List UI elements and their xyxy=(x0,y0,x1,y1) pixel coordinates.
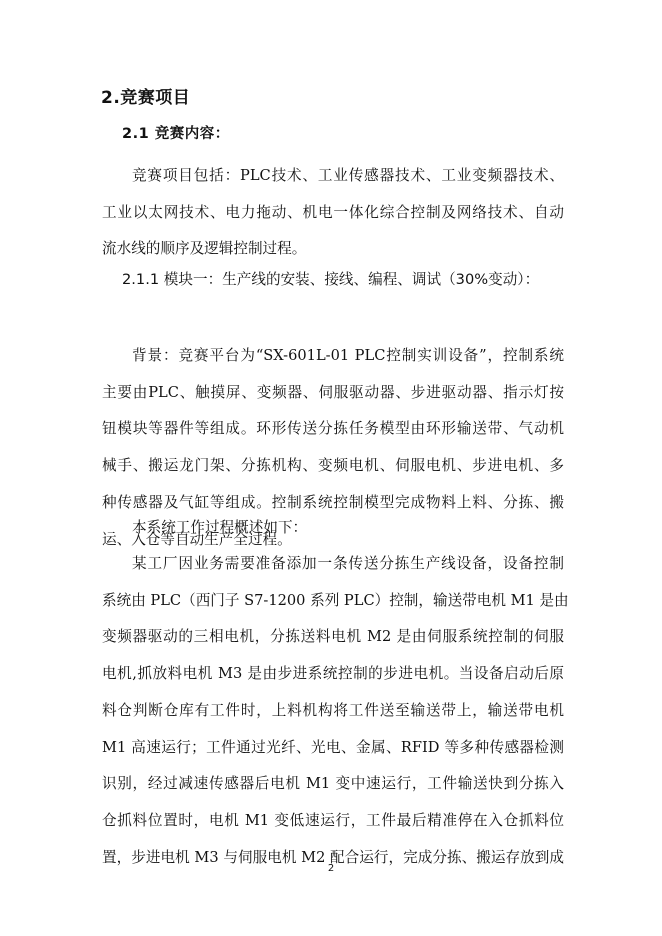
module-suffix: 变动）： xyxy=(488,271,540,288)
paragraph-line: 钮模块等器件等组成。环形传送分拣任务模型由环形输送带、气动机 xyxy=(102,420,564,438)
paragraph-line: 主要由PLC、触摸屏、变频器、伺服驱动器、步进驱动器、指示灯按 xyxy=(102,383,564,401)
paragraph-line: 背景：竞赛平台为“SX-601L-01 PLC控制实训设备”，控制系统 xyxy=(132,347,564,364)
paragraph-line: 电机,抓放料电机 M3 是由步进系统控制的步进电机。当设备启动后原 xyxy=(102,665,564,683)
paragraph-line: 流水线的顺序及逻辑控制过程。 xyxy=(102,240,307,258)
paragraph-line: 械手、搬运龙门架、分拣机构、变频电机、伺服电机、步进电机、多 xyxy=(102,457,564,475)
paragraph-overview-intro xyxy=(102,510,564,547)
paragraph-line: 运、入仓等自动生产全过程。 xyxy=(102,530,292,548)
section-heading: 2.竞赛项目 xyxy=(101,88,191,108)
paragraph-process-description xyxy=(102,546,569,876)
paragraph-competition-items xyxy=(102,158,564,268)
paragraph-line: 本系统工作过程概述如下： xyxy=(132,519,308,536)
paragraph-line: 某工厂因业务需要准备添加一条传送分拣生产线设备，设备控制 xyxy=(132,555,564,572)
module-percent: 30% xyxy=(455,271,489,288)
paragraph-line: 竞赛项目包括：PLC技术、工业传感器技术、工业变频器技术、 xyxy=(132,167,564,184)
paragraph-line: 工业以太网技术、电力拖动、机电一体化综合控制及网络技术、自动 xyxy=(102,203,564,221)
paragraph-line: 仓抓料位置时，电机 M1 变低速运行，工件最后精准停在入仓抓料位 xyxy=(102,811,564,829)
paragraph-line: 置，步进电机 M3 与伺服电机 M2 配合运行，完成分拣、搬运存放到成 xyxy=(102,848,564,866)
paragraph-line: 系统由 PLC（西门子 S7-1200 系列 PLC）控制，输送带电机 M1 是由 xyxy=(102,591,569,609)
paragraph-line: 识别，经过减速传感器后电机 M1 变中速运行，工件输送快到分拣入 xyxy=(102,775,564,793)
paragraph-line: M1 高速运行；工件通过光纤、光电、金属、RFID 等多种传感器检测 xyxy=(102,738,564,756)
page-number: 2 xyxy=(327,863,335,874)
paragraph-line: 料仓判断仓库有工件时，上料机构将工件送至输送带上，输送带电机 xyxy=(102,701,564,719)
paragraph-line: 变频器驱动的三相电机，分拣送料电机 M2 是由伺服系统控制的伺服 xyxy=(102,628,564,646)
module-heading xyxy=(122,268,539,292)
paragraph-line: 种传感器及气缸等组成。控制系统控制模型完成物料上料、分拣、搬 xyxy=(102,493,564,511)
subsection-heading: 2.1 竞赛内容： xyxy=(122,126,230,142)
module-number: 2.1.1 xyxy=(122,271,160,288)
module-title: 模块一：生产线的安装、接线、编程、调试（ xyxy=(163,271,456,288)
